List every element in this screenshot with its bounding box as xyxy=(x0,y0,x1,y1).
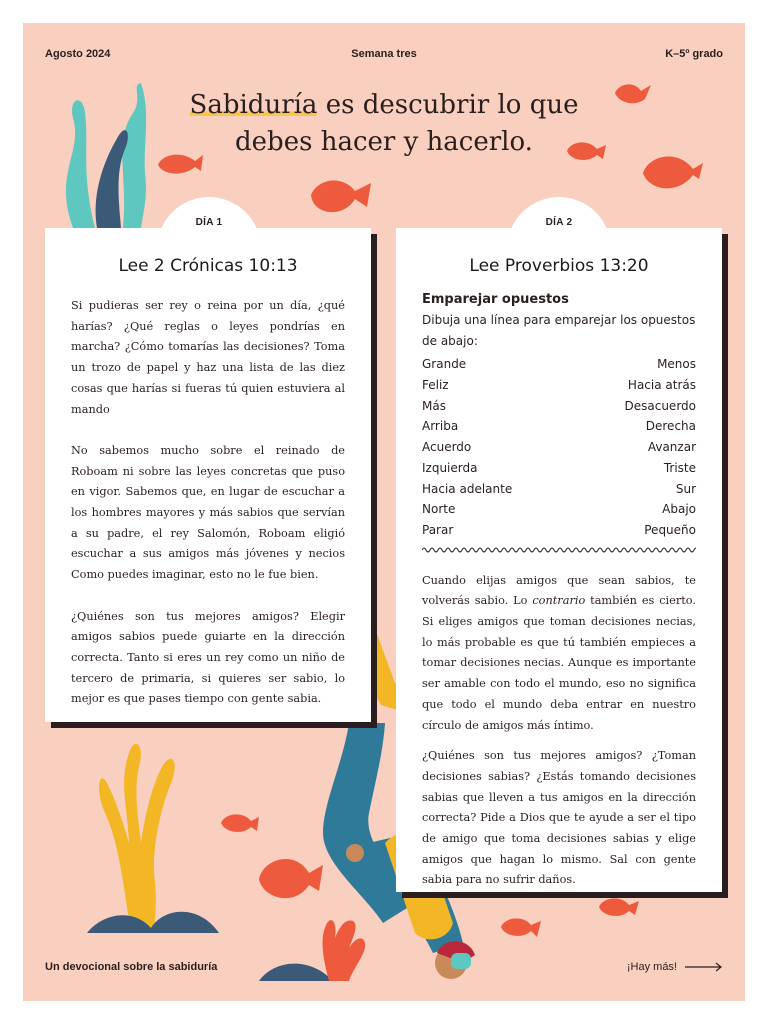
header-date: Agosto 2024 xyxy=(45,48,111,60)
opposite-pair xyxy=(422,520,696,541)
fish-icon xyxy=(221,814,259,832)
header-grade: K–5º grado xyxy=(665,48,723,60)
yellow-coral-icon xyxy=(99,744,175,933)
more-link-label: ¡Hay más! xyxy=(626,961,677,973)
title-line1: es descubrir lo que xyxy=(317,90,579,120)
pair-left: Grande xyxy=(422,357,467,372)
diver-hand-icon xyxy=(346,844,364,862)
day2-p1-after: también es cierto. Si eliges amigos que toman decisiones necias, lo más probable es que tú también empieces a tomar decisiones necias. Aunque es importante ser amable con todo el mundo, eso no significa que todo el mundo deba entrar en nuestro círculo de amigos más íntimo. xyxy=(422,594,696,732)
activity-title: Emparejar opuestos xyxy=(422,292,569,307)
diving-mask-icon xyxy=(451,953,471,969)
day1-body xyxy=(71,296,345,710)
more-link[interactable] xyxy=(627,961,723,973)
pair-right: Triste xyxy=(663,460,696,475)
arrow-right-icon xyxy=(685,962,723,972)
page-title xyxy=(23,87,745,161)
footer-title: Un devocional sobre la sabiduría xyxy=(45,961,218,973)
day1-card xyxy=(45,228,371,722)
pair-right: Menos xyxy=(657,357,696,372)
day2-p1-before: Cuando elijas amigos que sean sabios, te volverás sabio. Lo xyxy=(422,573,696,608)
opposites-list xyxy=(422,354,696,540)
fish-icon xyxy=(501,918,541,937)
day1-paragraph: ¿Quiénes son tus mejores amigos? Elegir amigos sabios puede guiarte en la dirección correcta. Tanto si eres un rey como un niño de tercero de primaria, si quieres ser sabio, lo mejor es que pases tiempo con gente sabia. xyxy=(71,609,345,706)
pair-right: Derecha xyxy=(645,419,696,434)
pair-right: Avanzar xyxy=(647,440,696,455)
day1-paragraph: No sabemos mucho sobre el reinado de Roboam ni sobre las leyes concretas que puso en vigor. Sabemos que, en lugar de escuchar a los hombres mayores y más sabios que servían a su padre, el rey Salomón, Roboam eligió escuchar a sus amigos más jóvenes y necios Como puedes imaginar, esto no le fue bien. xyxy=(71,443,345,582)
opposite-pair xyxy=(422,479,696,500)
opposite-pair xyxy=(422,437,696,458)
day2-paragraph: ¿Quiénes son tus mejores amigos? ¿Toman decisiones sabias? ¿Estás tomando decisiones sabias que lleven a tus amigos en la dirección correcta? Pide a Dios que te ayude a ser el tipo de amigo que toma decisiones sabias y elige amigos que hagan lo mismo. Sal con gente sabia para no sufrir daños. xyxy=(422,749,696,887)
header-week: Semana tres xyxy=(351,48,417,60)
opposite-pair xyxy=(422,458,696,479)
matching-activity xyxy=(422,290,696,891)
opposite-pair xyxy=(422,354,696,375)
day2-body xyxy=(422,571,696,892)
pair-left: Acuerdo xyxy=(422,440,472,455)
pair-right: Pequeño xyxy=(644,522,696,537)
day1-paragraph: Si pudieras ser rey o reina por un día, ¿qué harías? ¿Qué reglas o leyes pondrías en marcha? ¿Cómo tomarías las decisiones? Toma un trozo de papel y haz una lista de las diez cosas que harías si fueras tú quien estuviera al mando xyxy=(71,299,345,416)
pair-left: Izquierda xyxy=(422,460,478,475)
opposite-pair xyxy=(422,416,696,437)
day2-heading: Lee Proverbios 13:20 xyxy=(469,256,649,276)
red-coral-icon xyxy=(323,920,366,981)
pair-left: Más xyxy=(422,398,446,413)
pair-left: Norte xyxy=(422,502,456,517)
wavy-divider xyxy=(422,545,696,555)
pair-left: Hacia adelante xyxy=(422,481,513,496)
day2-tab: DÍA 2 xyxy=(507,197,611,257)
fish-icon xyxy=(311,180,371,212)
fish-icon xyxy=(259,859,323,898)
fish-icon xyxy=(599,898,639,916)
day1-tab: DÍA 1 xyxy=(157,197,261,257)
opposite-pair xyxy=(422,396,696,417)
pair-right: Desacuerdo xyxy=(624,398,696,413)
devotional-page xyxy=(23,23,745,1001)
opposite-pair xyxy=(422,499,696,520)
pair-right: Hacia atrás xyxy=(627,378,696,393)
day2-paragraph xyxy=(422,571,696,737)
fish-icon xyxy=(643,157,703,189)
pair-left: Feliz xyxy=(422,378,449,393)
title-highlight: Sabiduría xyxy=(189,90,318,120)
rock-icon xyxy=(259,964,333,981)
pair-right: Sur xyxy=(675,481,696,496)
day1-heading: Lee 2 Crónicas 10:13 xyxy=(118,256,298,276)
pair-right: Abajo xyxy=(662,502,696,517)
opposite-pair xyxy=(422,375,696,396)
day2-p1-italic: contrario xyxy=(532,594,586,608)
activity-instructions: Dibuja una línea para emparejar los opuestos de abajo: xyxy=(422,313,696,348)
title-line2: debes hacer y hacerlo. xyxy=(235,127,533,157)
pair-left: Arriba xyxy=(422,419,459,434)
day2-card xyxy=(396,228,722,892)
pair-left: Parar xyxy=(422,522,454,537)
